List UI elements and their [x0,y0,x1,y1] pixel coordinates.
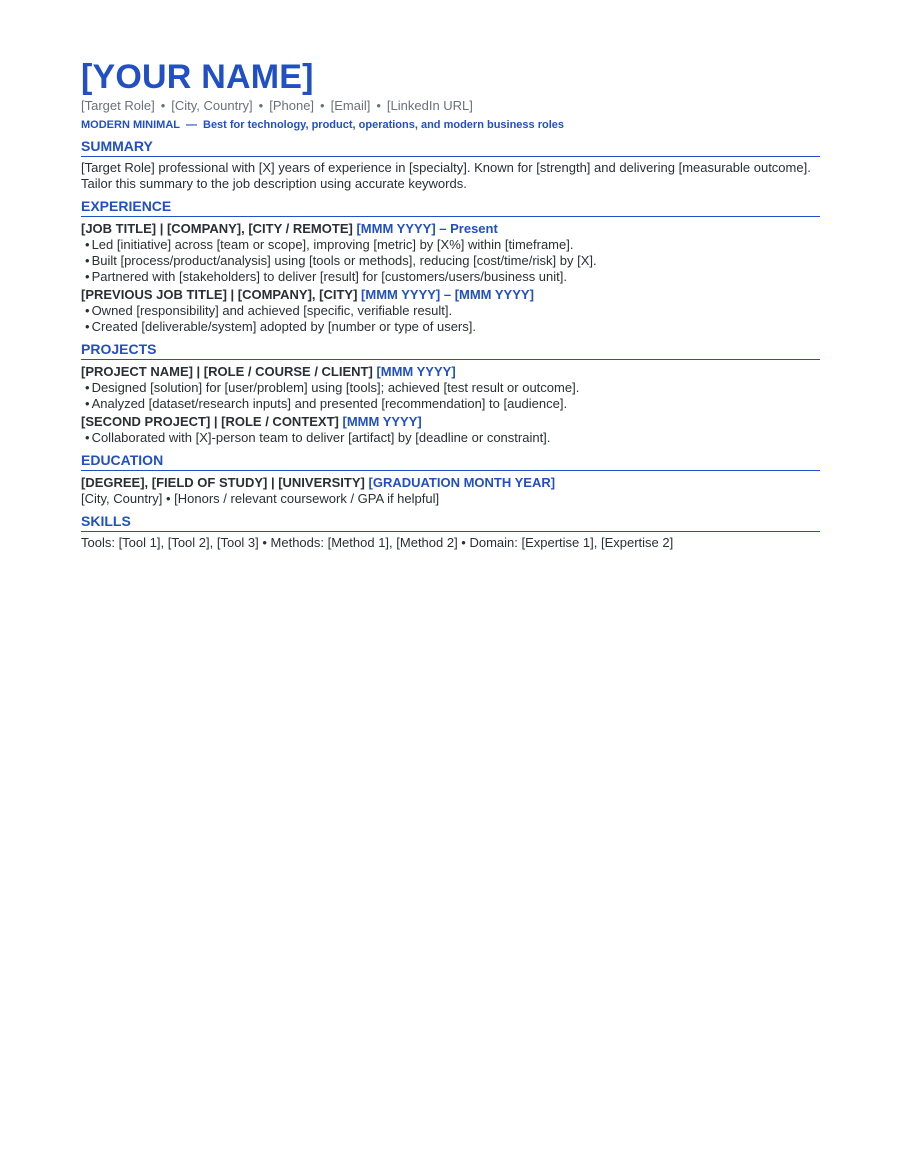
project-name-role: [PROJECT NAME] | [ROLE / COURSE / CLIENT] [81,364,373,379]
summary-line: [Target Role] professional with [X] years of experience in [specialty]. Known for [strength] and delivering [measurable outcome]. [81,160,811,175]
contact-email: [Email] [330,98,371,113]
section-title-experience: EXPERIENCE [81,198,820,217]
list-item: • Built [process/product/analysis] using [tools or methods], reducing [cost/time/risk] by [X]. [85,253,597,268]
contact-phone: [Phone] [269,98,315,113]
bullet-text: Collaborated with [X]-person team to deliver [artifact] by [deadline or constraint]. [91,430,551,445]
education-entry-heading [81,475,820,491]
tagline-dash: — [186,119,197,131]
experience-entry-heading [81,287,820,303]
bullet-text: Analyzed [dataset/research inputs] and presented [recommendation] to [audience]. [91,396,568,411]
contact-separator: • [160,98,166,113]
tagline-text: Best for technology, product, operations, and modern business roles [203,119,565,131]
bullet-text: Built [process/product/analysis] using [tools or methods], reducing [cost/time/risk] by [X]. [91,253,597,268]
contact-separator: • [258,98,264,113]
list-item: • Designed [solution] for [user/problem] using [tools]; achieved [test result or outcome]. [85,380,580,395]
education-details: [City, Country] • [Honors / relevant coursework / GPA if helpful] [81,491,440,506]
project-date: [MMM YYYY] [342,414,422,429]
degree-university: [DEGREE], [FIELD OF STUDY] | [UNIVERSITY] [81,475,365,490]
summary-line: Tailor this summary to the job description using accurate keywords. [81,176,467,191]
summary-text [81,160,820,192]
job-title-company: [JOB TITLE] | [COMPANY], [CITY / REMOTE] [81,221,353,236]
section-title-education: EDUCATION [81,452,820,471]
section-title-summary: SUMMARY [81,138,820,157]
bullet-text: Created [deliverable/system] adopted by [number or type of users]. [91,319,476,334]
tagline-style: MODERN MINIMAL [81,119,180,131]
skills-line: Tools: [Tool 1], [Tool 2], [Tool 3] • Methods: [Method 1], [Method 2] • Domain: [Expertise 1], [Expertise 2] [81,535,674,550]
resume-content [81,58,820,551]
contact-linkedin: [LinkedIn URL] [386,98,473,113]
project-name-role: [SECOND PROJECT] | [ROLE / CONTEXT] [81,414,339,429]
project-entry-heading [81,414,820,430]
graduation-date: [GRADUATION MONTH YEAR] [368,475,556,490]
project-date: [MMM YYYY] [376,364,456,379]
contact-location: [City, Country] [171,98,253,113]
bullet-text: Partnered with [stakeholders] to deliver [result] for [customers/users/business unit]. [91,269,567,284]
list-item: • Created [deliverable/system] adopted by [number or type of users]. [85,319,476,334]
section-title-projects: PROJECTS [81,341,820,360]
contact-target-role: [Target Role] [81,98,155,113]
job-dates: [MMM YYYY] – Present [356,221,498,236]
contact-line [81,98,820,114]
bullet-text: Owned [responsibility] and achieved [specific, verifiable result]. [91,303,453,318]
list-item: • Analyzed [dataset/research inputs] and presented [recommendation] to [audience]. [85,396,568,411]
project-entry-heading [81,364,820,380]
candidate-name: [YOUR NAME] [81,58,314,96]
job-title-company: [PREVIOUS JOB TITLE] | [COMPANY], [CITY] [81,287,358,302]
list-item: • Collaborated with [X]-person team to deliver [artifact] by [deadline or constraint]. [85,430,551,445]
bullet-text: Designed [solution] for [user/problem] using [tools]; achieved [test result or outcome]. [91,380,580,395]
bullet-text: Led [initiative] across [team or scope], improving [metric] by [X%] within [timeframe]. [91,237,574,252]
contact-separator: • [376,98,381,113]
list-item: • Led [initiative] across [team or scope], improving [metric] by [X%] within [timeframe]. [85,237,574,252]
contact-separator: • [320,98,325,113]
list-item: • Partnered with [stakeholders] to deliver [result] for [customers/users/business unit]. [85,269,567,284]
template-tagline [81,118,820,132]
job-dates: [MMM YYYY] – [MMM YYYY] [361,287,534,302]
experience-entry-heading [81,221,820,237]
section-title-skills: SKILLS [81,513,820,532]
list-item: • Owned [responsibility] and achieved [specific, verifiable result]. [85,303,453,318]
